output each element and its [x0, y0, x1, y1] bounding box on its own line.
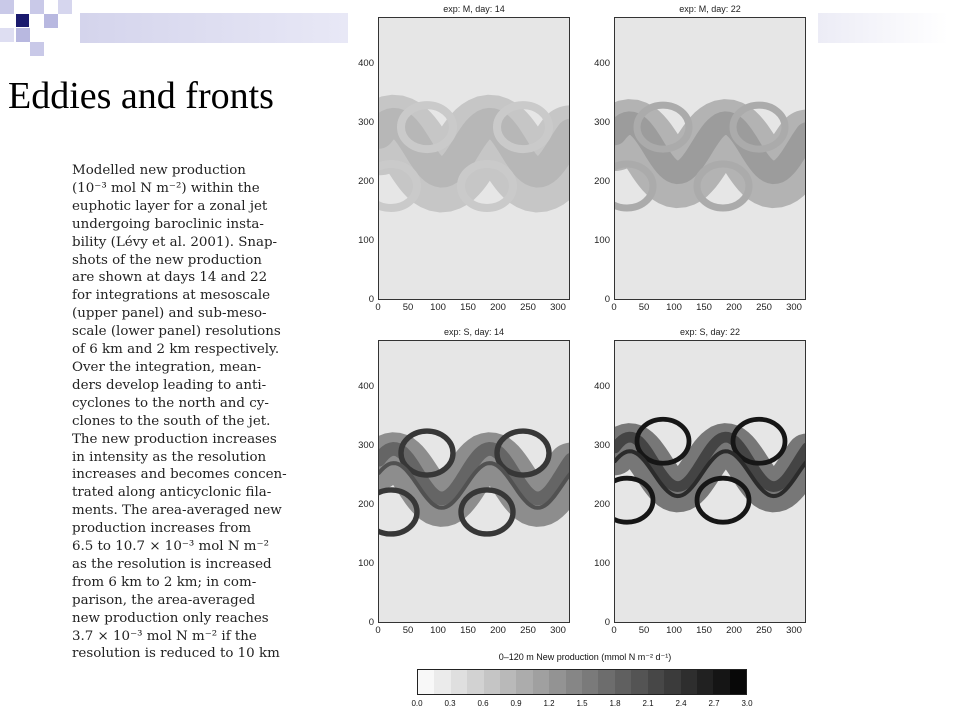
caption-line: The new production increases	[72, 431, 277, 447]
y-tick-label: 400	[594, 381, 610, 393]
deco-square-lavender	[58, 0, 72, 14]
caption-line: increases and becomes concen-	[72, 467, 287, 483]
caption-line: of 6 km and 2 km respectively.	[72, 342, 280, 358]
x-tick-label: 0	[375, 625, 381, 636]
cyclone-eddy	[615, 478, 653, 522]
x-tick-label: 300	[550, 302, 566, 313]
x-tick-label: 300	[786, 302, 802, 313]
colorbar-tick-label: 0.9	[510, 699, 522, 708]
cyclone-eddy	[697, 478, 749, 522]
y-tick-label: 300	[358, 117, 374, 129]
deco-square-lavender	[44, 14, 58, 28]
y-tick-label: 100	[358, 558, 374, 570]
x-tick-label: 200	[726, 302, 742, 313]
caption-line: (10⁻³ mol N m⁻²) within the	[72, 180, 260, 196]
figure-caption	[72, 162, 312, 663]
caption-line: 3.7 × 10⁻³ mol N m⁻² if the	[72, 628, 257, 644]
x-tick-label: 250	[520, 302, 536, 313]
caption-line: ments. The area-averaged new	[72, 503, 282, 519]
caption-line: trated along anticyclonic fila-	[72, 485, 272, 501]
y-tick-label: 0	[368, 617, 374, 628]
caption-line: cyclones to the north and cy-	[72, 395, 269, 411]
caption-line: in intensity as the resolution	[72, 449, 267, 465]
caption-line: bility (Lévy et al. 2001). Snap-	[72, 234, 278, 250]
caption-line: resolution is reduced to 10 km	[72, 646, 280, 662]
caption-line: undergoing baroclinic insta-	[72, 216, 264, 232]
colorbar-title: 0–120 m New production (mmol N m⁻² d⁻¹)	[498, 652, 672, 662]
x-tick-label: 150	[696, 302, 712, 313]
x-tick-label: 150	[460, 302, 476, 313]
y-tick-label: 400	[594, 58, 610, 70]
y-tick-label: 200	[358, 499, 374, 511]
slide-title: Eddies and fronts	[8, 75, 274, 117]
colorbar-swatch	[434, 670, 450, 694]
production-field	[379, 341, 570, 623]
colorbar-swatch	[582, 670, 598, 694]
x-tick-label: 100	[430, 302, 446, 313]
panel-title: exp: M, day: 22	[679, 4, 741, 14]
colorbar-swatch	[631, 670, 647, 694]
y-tick-label: 300	[594, 440, 610, 452]
y-tick-label: 0	[368, 294, 374, 305]
colorbar-swatch	[467, 670, 483, 694]
deco-square-lavender	[0, 28, 14, 42]
deco-square-lavender	[30, 42, 44, 56]
caption-line: are shown at days 14 and 22	[72, 270, 268, 286]
colorbar-swatch	[730, 670, 746, 694]
colorbar-swatch	[664, 670, 680, 694]
colorbar-tick-label: 1.2	[543, 699, 555, 708]
production-field	[379, 18, 570, 300]
colorbar-swatch	[615, 670, 631, 694]
y-tick-label: 400	[358, 58, 374, 70]
panel-plot-area	[614, 340, 806, 623]
x-tick-label: 50	[638, 625, 650, 636]
corner-decoration	[0, 0, 80, 60]
colorbar-swatch	[451, 670, 467, 694]
y-tick-label: 300	[594, 117, 610, 129]
y-tick-label: 400	[358, 381, 374, 393]
colorbar-tick-label: 1.8	[609, 699, 621, 708]
caption-line: euphotic layer for a zonal jet	[72, 198, 268, 214]
caption-line: ders develop leading to anti-	[72, 377, 267, 393]
x-tick-label: 250	[520, 625, 536, 636]
colorbar-tick-label: 0.6	[477, 699, 489, 708]
colorbar-swatch	[418, 670, 434, 694]
colorbar-swatch	[484, 670, 500, 694]
panel-title: exp: M, day: 14	[443, 4, 505, 14]
x-tick-label: 0	[611, 625, 617, 636]
caption-line: as the resolution is increased	[72, 556, 272, 572]
panel-plot-area	[378, 340, 570, 623]
y-tick-label: 0	[604, 617, 610, 628]
x-tick-label: 200	[490, 302, 506, 313]
y-tick-label: 200	[358, 176, 374, 188]
header-strip-decoration	[80, 13, 348, 43]
caption-line: for integrations at mesoscale	[72, 288, 271, 304]
x-tick-label: 250	[756, 625, 772, 636]
deco-square-lavender	[16, 28, 30, 42]
colorbar-swatch	[533, 670, 549, 694]
deco-square-navy	[16, 14, 29, 27]
x-tick-label: 200	[490, 625, 506, 636]
x-tick-label: 50	[402, 302, 414, 313]
deco-square-lavender	[30, 0, 44, 14]
deco-square-lavender	[0, 0, 14, 14]
y-tick-label: 300	[358, 440, 374, 452]
x-tick-label: 100	[430, 625, 446, 636]
caption-line: (upper panel) and sub-meso-	[72, 306, 267, 322]
colorbar-swatch	[697, 670, 713, 694]
caption-line: Modelled new production	[72, 163, 246, 178]
caption-line: 6.5 to 10.7 × 10⁻³ mol N m⁻²	[72, 539, 269, 555]
y-tick-label: 100	[594, 235, 610, 247]
colorbar-swatch	[713, 670, 729, 694]
x-tick-label: 0	[611, 302, 617, 313]
panel-plot-area	[378, 17, 570, 300]
x-tick-label: 300	[550, 625, 566, 636]
production-field	[615, 341, 806, 623]
colorbar-tick-label: 0.3	[444, 699, 456, 708]
caption-line: new production only reaches	[72, 610, 269, 626]
caption-line: shots of the new production	[72, 252, 262, 268]
x-tick-label: 150	[696, 625, 712, 636]
colorbar-swatch	[681, 670, 697, 694]
colorbar-tick-label: 1.5	[576, 699, 588, 708]
caption-line: production increases from	[72, 521, 252, 537]
colorbar-swatch	[500, 670, 516, 694]
header-fade-decoration	[818, 13, 948, 43]
colorbar	[417, 669, 747, 695]
caption-line: parison, the area-averaged	[72, 592, 256, 608]
caption-line: Over the integration, mean-	[72, 359, 262, 375]
production-field	[615, 18, 806, 300]
y-tick-label: 100	[358, 235, 374, 247]
panel-plot-area	[614, 17, 806, 300]
x-tick-label: 300	[786, 625, 802, 636]
y-tick-label: 200	[594, 499, 610, 511]
caption-line: from 6 km to 2 km; in com-	[72, 574, 257, 590]
x-tick-label: 100	[666, 625, 682, 636]
y-tick-label: 100	[594, 558, 610, 570]
x-tick-label: 200	[726, 625, 742, 636]
panel-title: exp: S, day: 22	[679, 327, 741, 337]
x-tick-label: 250	[756, 302, 772, 313]
colorbar-tick-label: 2.7	[708, 699, 720, 708]
colorbar-tick-label: 3.0	[741, 699, 753, 708]
x-tick-label: 50	[402, 625, 414, 636]
colorbar-swatch	[648, 670, 664, 694]
colorbar-tick-label: 2.1	[642, 699, 654, 708]
cyclone-eddy	[379, 490, 417, 534]
x-tick-label: 0	[375, 302, 381, 313]
colorbar-tick-label: 0.0	[411, 699, 423, 708]
panel-title: exp: S, day: 14	[443, 327, 505, 337]
colorbar-swatch	[549, 670, 565, 694]
x-tick-label: 150	[460, 625, 476, 636]
colorbar-swatch	[566, 670, 582, 694]
colorbar-swatch	[598, 670, 614, 694]
x-tick-label: 50	[638, 302, 650, 313]
colorbar-swatch	[516, 670, 532, 694]
caption-line: clones to the south of the jet.	[72, 413, 271, 429]
y-tick-label: 200	[594, 176, 610, 188]
x-tick-label: 100	[666, 302, 682, 313]
y-tick-label: 0	[604, 294, 610, 305]
colorbar-tick-label: 2.4	[675, 699, 687, 708]
caption-line: scale (lower panel) resolutions	[72, 324, 281, 340]
